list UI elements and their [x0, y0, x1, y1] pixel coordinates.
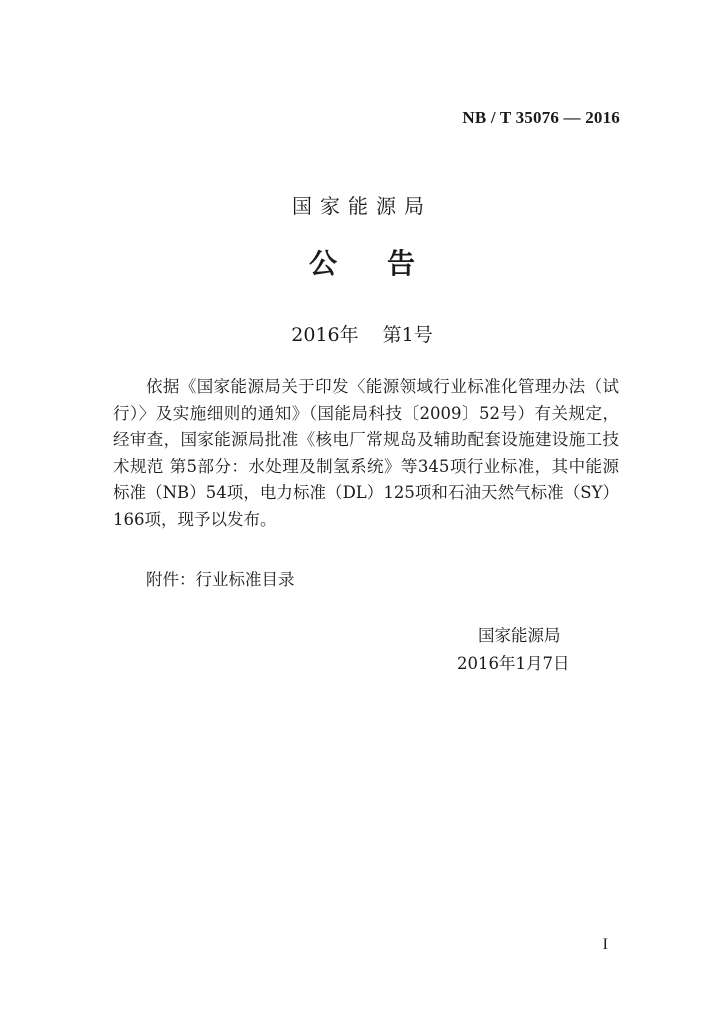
announcement-number — [0, 320, 724, 347]
announcement-issuer: 国家能源局 — [292, 194, 432, 218]
page-number: I — [602, 936, 608, 953]
title-char-1: 公 — [308, 247, 337, 280]
title-char-2: 告 — [387, 247, 416, 280]
body-paragraph: 依据《国家能源局关于印发〈能源领域行业标准化管理办法（试行）〉及实施细则的通知》（国能局科技〔2009〕52号）有关规定，经审查，国家能源局批准《核电厂常规岛及辅助配套设施建设施工技术规范 第5部分：水处理及制氢系统》等345项行业标准，其中能源标准（NB）54项，电力标准（DL）125项和石油天然气标准（SY）166项，现予以发布。 — [113, 377, 619, 529]
announcement-title — [0, 242, 724, 282]
signature-date: 2016年1月7日 — [457, 654, 570, 673]
attachment-line: 附件：行业标准目录 — [146, 570, 295, 589]
standard-code: NB / T 35076 — 2016 — [462, 108, 620, 127]
announcement-issue-number: 第1号 — [382, 324, 433, 346]
announcement-year: 2016年 — [291, 324, 359, 346]
signature-issuer: 国家能源局 — [478, 626, 561, 645]
announcement-body — [113, 374, 619, 533]
